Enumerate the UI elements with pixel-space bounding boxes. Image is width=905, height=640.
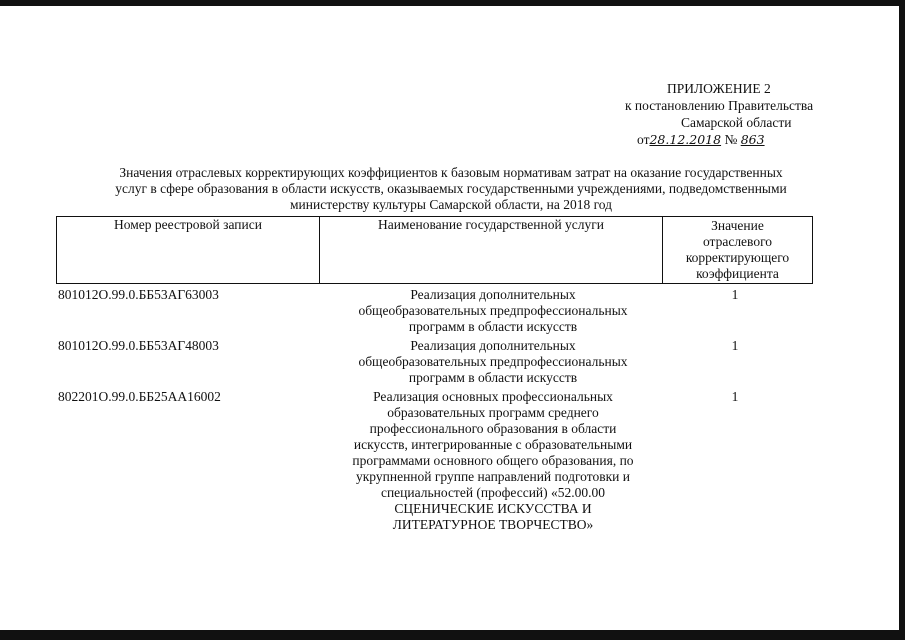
number-label: № — [724, 132, 738, 147]
service-name-line: искусств, интегрированные с образовательными — [353, 437, 633, 452]
header-service-name — [319, 216, 663, 284]
service-name-line: СЦЕНИЧЕСКИЕ ИСКУССТВА И — [394, 501, 592, 516]
appendix-title: ПРИЛОЖЕНИЕ 2 — [667, 81, 771, 96]
handwritten-number: 863 — [740, 132, 765, 147]
appendix-date-row — [637, 131, 765, 148]
document-title-line: Значения отраслевых корректирующих коэффициентов к базовым нормативам затрат на оказание государственных — [119, 165, 783, 180]
service-name — [324, 338, 662, 386]
document-title-line: услуг в сфере образования в области искусств, оказываемых государственными учреждениями, подведомственными — [115, 181, 787, 196]
service-name-line: ЛИТЕРАТУРНОЕ ТВОРЧЕСТВО» — [392, 517, 594, 532]
header-record-number — [56, 216, 320, 284]
service-name — [324, 287, 662, 335]
scan-edge-right — [899, 0, 905, 640]
coefficient-value: 1 — [731, 338, 739, 353]
appendix-decree: к постановлению Правительства — [625, 98, 814, 113]
record-code: 801012О.99.0.ББ53АГ48003 — [58, 338, 219, 353]
service-name-line: специальностей (профессий) «52.00.00 — [380, 485, 606, 500]
header-coefficient-line: Значение — [711, 218, 764, 233]
header-coefficient — [662, 216, 813, 284]
coefficient-value: 1 — [731, 389, 739, 404]
header-record-number-label: Номер реестровой записи — [114, 217, 262, 232]
service-name — [324, 389, 662, 533]
service-name-line: программ в области искусств — [408, 370, 578, 385]
header-coefficient-line: коэффициента — [696, 266, 779, 281]
header-coefficient-line: корректирующего — [685, 250, 790, 265]
service-name-line: профессионального образования в области — [369, 421, 617, 436]
handwritten-date: 28.12.2018 — [649, 132, 722, 147]
record-code: 801012О.99.0.ББ53АГ63003 — [58, 287, 219, 302]
coefficient-value: 1 — [731, 287, 739, 302]
record-code: 802201О.99.0.ББ25АА16002 — [58, 389, 221, 404]
service-name-line: Реализация основных профессиональных — [373, 389, 613, 404]
service-name-line: образовательных программ среднего — [387, 405, 599, 420]
service-name-line: Реализация дополнительных — [410, 338, 576, 353]
scan-edge-bottom — [0, 630, 905, 640]
document-title — [56, 165, 846, 213]
service-name-line: общеобразовательных предпрофессиональных — [358, 354, 628, 369]
service-name-line: программ в области искусств — [408, 319, 578, 334]
date-prefix: от — [637, 132, 650, 147]
service-name-line: программами основного общего образования, по — [352, 453, 634, 468]
header-service-name-label: Наименование государственной услуги — [377, 217, 605, 232]
appendix-region: Самарской области — [681, 115, 792, 130]
document-title-line: министерству культуры Самарской области, на 2018 год — [289, 197, 613, 212]
service-name-line: укрупненной группе направлений подготовки и — [356, 469, 630, 484]
service-name-line: общеобразовательных предпрофессиональных — [358, 303, 628, 318]
service-name-line: Реализация дополнительных — [410, 287, 576, 302]
scan-edge-top — [0, 0, 905, 6]
header-coefficient-line: отраслевого — [702, 234, 773, 249]
